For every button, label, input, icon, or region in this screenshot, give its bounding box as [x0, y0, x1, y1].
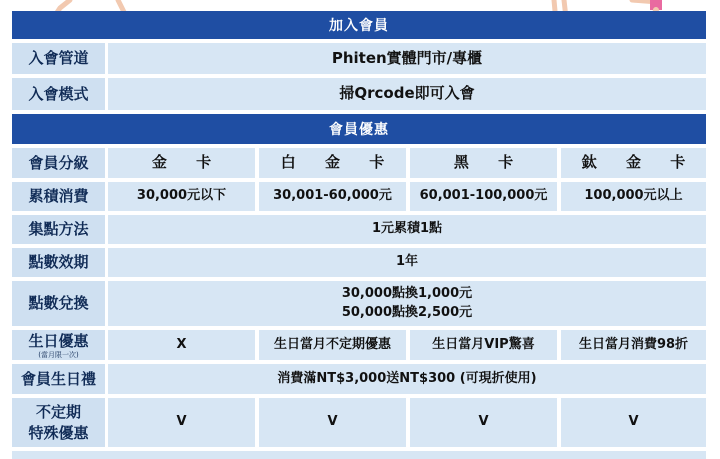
mode-label: [12, 78, 105, 110]
benefits-header-title: 會員優惠: [329, 122, 389, 138]
join-header-title: 加入會員: [329, 18, 389, 34]
channel-value: [108, 43, 706, 74]
special-cell: [259, 398, 406, 447]
spend-cell: [108, 182, 255, 211]
spend-label-text: 累積消費: [28, 187, 89, 206]
points-label-text: 集點方法: [28, 220, 89, 239]
mode-value-text: 掃Qrcode即可入會: [339, 84, 475, 103]
spend-value: 30,000元以下: [136, 188, 227, 204]
special-cell: [410, 398, 557, 447]
special-cell: [108, 398, 255, 447]
benefits-header: [12, 114, 706, 144]
spend-cell: [410, 182, 557, 211]
redeem-line: 30,000點換1,000元: [341, 285, 473, 301]
spend-value: 100,000元以上: [584, 188, 683, 204]
redeem-line: 50,000點換2,500元: [341, 304, 473, 320]
validity-label: [12, 248, 105, 277]
gift-value-text: 消費滿NT$3,000送NT$300 (可現折使用): [277, 370, 537, 386]
redeem-label-text: 點數兌換: [28, 294, 89, 313]
tier-cell-titanium: [561, 148, 706, 178]
bottom-strip: [12, 451, 706, 459]
mode-value: [108, 78, 706, 110]
spend-value: 30,001-60,000元: [273, 188, 392, 204]
birthday-cell: [410, 330, 557, 360]
birthday-label-text: 生日優惠: [28, 331, 89, 350]
validity-value: [108, 248, 706, 277]
gift-value: [108, 364, 706, 394]
gift-label-text: 會員生日禮: [20, 369, 96, 388]
redeem-label: [12, 281, 105, 326]
special-value: V: [327, 414, 338, 430]
birthday-value: 生日當月VIP驚喜: [432, 336, 535, 352]
gift-label: [12, 364, 105, 394]
special-value: V: [176, 414, 187, 430]
tier-name: 金 卡: [151, 153, 224, 172]
tier-name: 白 金 卡: [280, 153, 397, 172]
tier-name: 黑 卡: [453, 153, 526, 172]
tier-cell-black: [410, 148, 557, 178]
tier-name: 鈦 金 卡: [581, 153, 698, 172]
validity-label-text: 點數效期: [28, 253, 89, 272]
special-label-line: 不定期: [35, 403, 81, 422]
mode-label-text: 入會模式: [28, 84, 89, 103]
tier-label-text: 會員分級: [28, 153, 89, 172]
special-value: V: [628, 414, 639, 430]
special-label: [12, 398, 105, 447]
special-cell: [561, 398, 706, 447]
validity-value-text: 1年: [395, 254, 419, 270]
birthday-note: (當月限一次): [38, 351, 79, 360]
spend-value: 60,001-100,000元: [419, 188, 548, 204]
join-header: [12, 11, 706, 39]
birthday-value: 生日當月消費98折: [578, 336, 689, 352]
birthday-cell: [259, 330, 406, 360]
spend-label: [12, 182, 105, 211]
special-label-line: 特殊優惠: [28, 423, 89, 442]
tier-cell-gold: [108, 148, 255, 178]
points-value-text: 1元累積1點: [371, 221, 443, 237]
tier-label: [12, 148, 105, 178]
birthday-value: X: [176, 336, 187, 352]
channel-value-text: Phiten實體門市/專櫃: [331, 48, 483, 67]
channel-label-text: 入會管道: [28, 49, 89, 68]
points-value: [108, 215, 706, 244]
channel-label: [12, 43, 105, 74]
spend-cell: [259, 182, 406, 211]
spend-cell: [561, 182, 706, 211]
tier-cell-platinum: [259, 148, 406, 178]
points-label: [12, 215, 105, 244]
birthday-label: [12, 330, 105, 360]
birthday-cell: [561, 330, 706, 360]
birthday-value: 生日當月不定期優惠: [273, 336, 391, 352]
special-value: V: [478, 414, 489, 430]
birthday-cell: [108, 330, 255, 360]
redeem-value: [108, 281, 706, 326]
